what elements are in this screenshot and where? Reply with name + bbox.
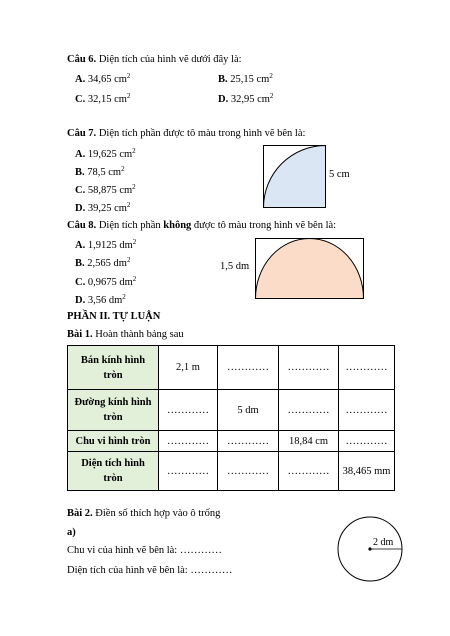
option-key: C. [75, 277, 86, 288]
q8-text-bold: không [163, 220, 192, 231]
option-key: D. [75, 295, 86, 306]
option-value: 0,9675 dm [87, 277, 133, 288]
q8-option-b [75, 257, 130, 270]
option-sup: 2 [126, 72, 131, 80]
q6-text: Diện tích của hình vẽ dưới đây là: [98, 54, 242, 65]
bai2-circle-label: 2 dm [373, 537, 394, 548]
row-header [68, 452, 159, 491]
q6-option-d [218, 93, 273, 106]
q7-label: Câu 7. [67, 128, 97, 139]
option-value: 19,625 cm [87, 149, 133, 160]
q8-label: Câu 8. [67, 220, 97, 231]
center-dot [368, 547, 371, 550]
bai2-circle-figure [335, 516, 405, 584]
part2-title: PHẦN II. TỰ LUẬN [67, 311, 161, 322]
option-key: B. [75, 167, 85, 178]
table-cell: 18,84 cm [279, 431, 339, 452]
table-cell: 2,1 m [159, 346, 218, 390]
option-sup: 2 [269, 92, 274, 100]
bai1-text: Hoàn thành bảng sau [95, 329, 184, 340]
option-value: 2,565 dm [87, 258, 127, 269]
option-value: 1,9125 dm [87, 240, 133, 251]
row-header [68, 346, 159, 390]
row-header-line: tròn [103, 473, 123, 484]
table-cell: ………… [159, 452, 218, 491]
option-sup: 2 [121, 165, 125, 173]
option-value: 3,56 dm [87, 295, 123, 306]
bai1-table [67, 345, 395, 491]
option-key: C. [75, 185, 86, 196]
option-value: 32,15 cm [87, 94, 127, 105]
bai2-heading [67, 509, 220, 520]
option-sup: 2 [269, 72, 273, 80]
row-header [68, 431, 159, 452]
bai1-heading [67, 330, 184, 341]
table-row [68, 346, 395, 390]
option-value: 32,95 cm [230, 94, 270, 105]
bai2-text: Điền số thích hợp vào ô trống [95, 508, 221, 519]
option-sup: 2 [126, 256, 131, 264]
option-value: 25,15 cm [230, 74, 270, 85]
table-row [68, 452, 395, 491]
q6-option-c [75, 93, 130, 106]
option-sup: 2 [126, 92, 131, 100]
table-cell: ………… [218, 346, 279, 390]
q7-option-c [75, 184, 136, 197]
row-header-line: Chu vi hình tròn [75, 435, 151, 447]
option-sup: 2 [122, 293, 126, 301]
option-key: B. [218, 74, 228, 85]
q8-text-before: Diện tích phần [98, 220, 164, 231]
table-cell: ………… [339, 346, 395, 390]
table-row [68, 431, 395, 452]
bai2-label: Bài 2. [67, 508, 93, 519]
q8-option-a [75, 239, 136, 252]
option-value: 78,5 cm [87, 167, 122, 178]
bai2-line2: Diện tích của hình vẽ bên là: ………… [67, 565, 233, 576]
option-key: B. [75, 258, 85, 269]
table-cell: 5 dm [218, 390, 279, 431]
table-cell: ………… [279, 452, 339, 491]
option-key: C. [75, 94, 86, 105]
table-cell: ………… [339, 390, 395, 431]
option-value: 58,875 cm [87, 185, 133, 196]
q7-quarter-circle-figure [258, 144, 328, 210]
option-key: A. [75, 74, 86, 85]
q8-option-d [75, 294, 126, 307]
option-sup: 2 [132, 183, 136, 191]
q7-option-a [75, 148, 136, 161]
q8-option-c [75, 276, 136, 289]
option-key: A. [75, 240, 86, 251]
q6-option-b [218, 73, 273, 86]
option-key: A. [75, 149, 86, 160]
row-header-line: Diện tích hình [81, 458, 145, 469]
table-cell: ………… [159, 431, 218, 452]
table-cell: ………… [279, 346, 339, 390]
bai1-label: Bài 1. [67, 329, 93, 340]
bai2-sub: a) [67, 527, 76, 538]
table-cell: ………… [159, 390, 218, 431]
q7-question [67, 129, 305, 140]
q8-figure-label: 1,5 dm [220, 261, 250, 272]
option-key: D. [75, 203, 86, 214]
option-sup: 2 [132, 275, 137, 283]
table-cell: ………… [218, 452, 279, 491]
q7-option-b [75, 166, 125, 179]
row-header-line: tròn [103, 369, 123, 381]
table-row [68, 390, 395, 431]
row-header-line: tròn [103, 412, 123, 423]
q6-question [67, 55, 242, 66]
option-sup: 2 [126, 201, 131, 209]
bai2-line1: Chu vi của hình vẽ bên là: ………… [67, 545, 222, 556]
option-sup: 2 [132, 238, 137, 246]
option-value: 34,65 cm [87, 74, 127, 85]
table-cell: ………… [339, 431, 395, 452]
row-header-line: Đường kính hình [74, 397, 152, 408]
q6-option-a [75, 73, 130, 86]
option-sup: 2 [132, 147, 136, 155]
row-header-line: Bán kính hình [80, 354, 146, 366]
q7-text: Diện tích phần được tô màu trong hình vẽ bên là: [98, 128, 306, 139]
table-cell: ………… [218, 431, 279, 452]
row-header [68, 390, 159, 431]
table-cell: ………… [279, 390, 339, 431]
q6-label: Câu 6. [67, 54, 97, 65]
q7-option-d [75, 202, 130, 215]
table-cell: 38,465 mm [339, 452, 395, 491]
q8-semicircle-figure [250, 235, 368, 301]
q8-text-after: được tô màu trong hình vẽ bên là: [191, 220, 337, 231]
option-value: 39,25 cm [87, 203, 127, 214]
q7-figure-label: 5 cm [329, 169, 350, 180]
q8-question [67, 221, 336, 232]
option-key: D. [218, 94, 229, 105]
